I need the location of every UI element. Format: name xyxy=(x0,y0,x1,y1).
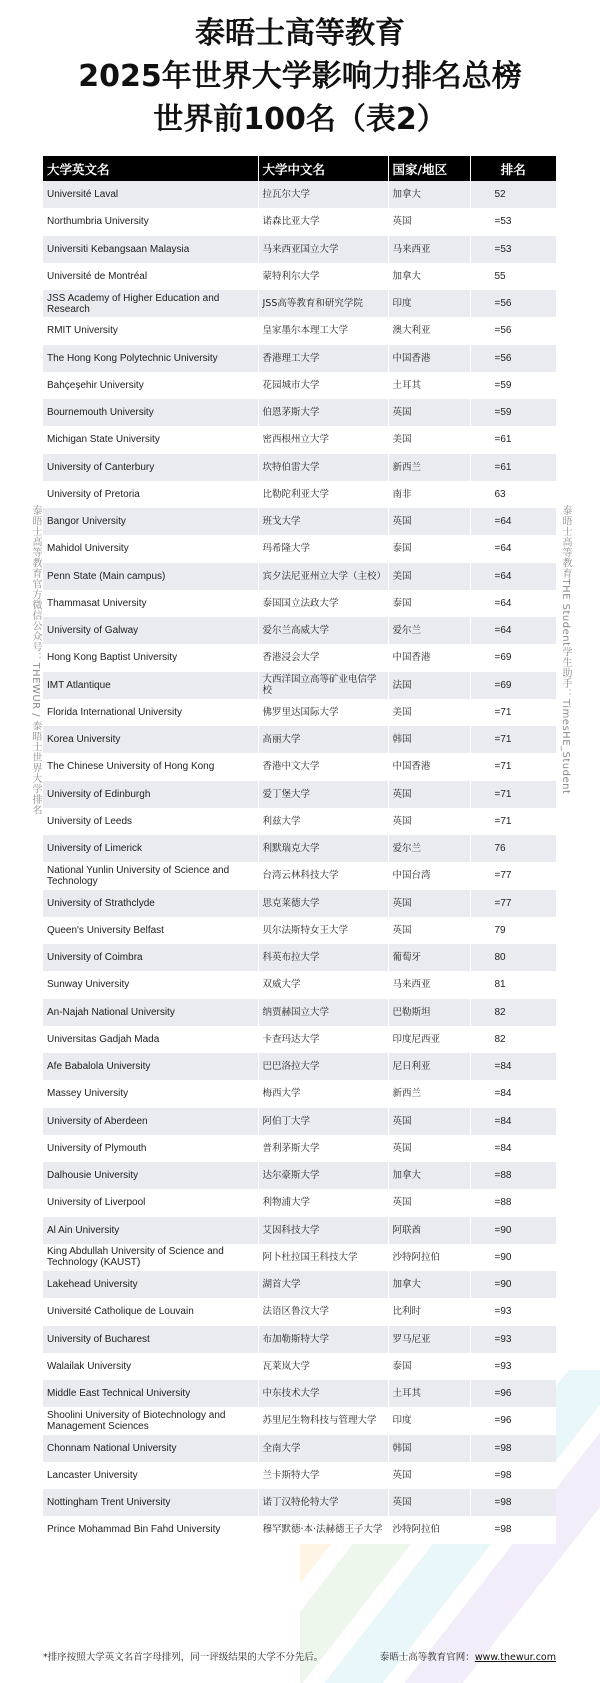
cell-rank: =84 xyxy=(470,1053,556,1080)
cell-country: 中国香港 xyxy=(388,644,470,671)
table-row xyxy=(43,481,556,508)
cell-english-name: Penn State (Main campus) xyxy=(43,563,258,590)
cell-country: 新西兰 xyxy=(388,454,470,481)
cell-rank: =84 xyxy=(470,1135,556,1162)
cell-rank: =64 xyxy=(470,535,556,562)
table-row xyxy=(43,1380,556,1407)
cell-chinese-name: 比勒陀利亚大学 xyxy=(258,481,388,508)
cell-chinese-name: 香港浸会大学 xyxy=(258,644,388,671)
cell-chinese-name: 玛希隆大学 xyxy=(258,535,388,562)
cell-rank: =90 xyxy=(470,1271,556,1298)
cell-rank: =77 xyxy=(470,862,556,889)
cell-country: 印度尼西亚 xyxy=(388,1026,470,1053)
cell-rank: =90 xyxy=(470,1217,556,1244)
header-rank: 排名 xyxy=(470,156,556,181)
cell-rank: =77 xyxy=(470,890,556,917)
cell-chinese-name: 科英布拉大学 xyxy=(258,944,388,971)
cell-chinese-name: 普利茅斯大学 xyxy=(258,1135,388,1162)
footer-site xyxy=(380,1649,556,1663)
cell-rank: =88 xyxy=(470,1189,556,1216)
cell-english-name: Walailak University xyxy=(43,1353,258,1380)
cell-english-name: Université Catholique de Louvain xyxy=(43,1298,258,1325)
cell-chinese-name: 湖首大学 xyxy=(258,1271,388,1298)
cell-country: 英国 xyxy=(388,808,470,835)
cell-rank: 79 xyxy=(470,917,556,944)
cell-country: 英国 xyxy=(388,781,470,808)
table-row xyxy=(43,1135,556,1162)
cell-chinese-name: 兰卡斯特大学 xyxy=(258,1462,388,1489)
cell-english-name: University of Canterbury xyxy=(43,454,258,481)
cell-country: 土耳其 xyxy=(388,1380,470,1407)
cell-country: 英国 xyxy=(388,208,470,235)
cell-english-name: University of Plymouth xyxy=(43,1135,258,1162)
cell-rank: =93 xyxy=(470,1353,556,1380)
cell-country: 英国 xyxy=(388,917,470,944)
cell-english-name: Massey University xyxy=(43,1080,258,1107)
cell-chinese-name: 卡查玛达大学 xyxy=(258,1026,388,1053)
cell-rank: =64 xyxy=(470,617,556,644)
cell-country: 美国 xyxy=(388,563,470,590)
cell-rank: =71 xyxy=(470,726,556,753)
cell-chinese-name: 双威大学 xyxy=(258,971,388,998)
cell-country: 泰国 xyxy=(388,535,470,562)
cell-rank: 81 xyxy=(470,971,556,998)
table-row xyxy=(43,672,556,699)
cell-rank: =56 xyxy=(470,290,556,317)
table-row xyxy=(43,890,556,917)
cell-country: 沙特阿拉伯 xyxy=(388,1516,470,1543)
table-row xyxy=(43,1462,556,1489)
cell-chinese-name: 皇家墨尔本理工大学 xyxy=(258,317,388,344)
cell-country: 韩国 xyxy=(388,726,470,753)
cell-chinese-name: 佛罗里达国际大学 xyxy=(258,699,388,726)
title-line-3: 世界前100名（表2） xyxy=(153,102,447,137)
cell-rank: =69 xyxy=(470,644,556,671)
cell-chinese-name: 全南大学 xyxy=(258,1435,388,1462)
table-row xyxy=(43,1516,556,1543)
cell-english-name: Nottingham Trent University xyxy=(43,1489,258,1516)
cell-rank: =64 xyxy=(470,563,556,590)
cell-chinese-name: 苏里尼生物科技与管理大学 xyxy=(258,1407,388,1434)
table-row xyxy=(43,971,556,998)
cell-rank: 63 xyxy=(470,481,556,508)
table-row xyxy=(43,263,556,290)
cell-english-name: Al Ain University xyxy=(43,1217,258,1244)
cell-english-name: University of Leeds xyxy=(43,808,258,835)
cell-country: 土耳其 xyxy=(388,372,470,399)
cell-chinese-name: 诺丁汉特伦特大学 xyxy=(258,1489,388,1516)
cell-chinese-name: 利物浦大学 xyxy=(258,1189,388,1216)
cell-country: 巴勒斯坦 xyxy=(388,999,470,1026)
table-row xyxy=(43,236,556,263)
table-row xyxy=(43,862,556,889)
cell-country: 韩国 xyxy=(388,1435,470,1462)
cell-country: 美国 xyxy=(388,699,470,726)
table-row xyxy=(43,208,556,235)
cell-country: 印度 xyxy=(388,290,470,317)
cell-english-name: Shoolini University of Biotechnology and Management Sciences xyxy=(43,1407,258,1434)
cell-english-name: An-Najah National University xyxy=(43,999,258,1026)
cell-rank: =56 xyxy=(470,345,556,372)
cell-rank: =64 xyxy=(470,590,556,617)
cell-country: 南非 xyxy=(388,481,470,508)
cell-rank: 80 xyxy=(470,944,556,971)
cell-country: 英国 xyxy=(388,1189,470,1216)
cell-english-name: University of Limerick xyxy=(43,835,258,862)
cell-english-name: University of Bucharest xyxy=(43,1326,258,1353)
cell-rank: =56 xyxy=(470,317,556,344)
cell-rank: =90 xyxy=(470,1244,556,1271)
table-row xyxy=(43,1489,556,1516)
cell-chinese-name: 伯恩茅斯大学 xyxy=(258,399,388,426)
cell-english-name: Korea University xyxy=(43,726,258,753)
cell-country: 泰国 xyxy=(388,590,470,617)
cell-chinese-name: 香港理工大学 xyxy=(258,345,388,372)
cell-rank: 52 xyxy=(470,181,556,208)
cell-country: 中国香港 xyxy=(388,753,470,780)
cell-country: 印度 xyxy=(388,1407,470,1434)
cell-english-name: King Abdullah University of Science and Technology (KAUST) xyxy=(43,1244,258,1271)
table-row xyxy=(43,1108,556,1135)
table-row xyxy=(43,644,556,671)
cell-english-name: The Hong Kong Polytechnic University xyxy=(43,345,258,372)
cell-english-name: Queen's University Belfast xyxy=(43,917,258,944)
cell-english-name: University of Strathclyde xyxy=(43,890,258,917)
table-row xyxy=(43,944,556,971)
table-row xyxy=(43,808,556,835)
table-row xyxy=(43,1162,556,1189)
cell-chinese-name: 中东技术大学 xyxy=(258,1380,388,1407)
cell-country: 中国香港 xyxy=(388,345,470,372)
cell-chinese-name: 纳贾赫国立大学 xyxy=(258,999,388,1026)
cell-english-name: Afe Babalola University xyxy=(43,1053,258,1080)
cell-english-name: Michigan State University xyxy=(43,426,258,453)
cell-chinese-name: 贝尔法斯特女王大学 xyxy=(258,917,388,944)
footer-note: *排序按照大学英文名首字母排列，同一评级结果的大学不分先后。 xyxy=(43,1652,324,1663)
cell-rank: =96 xyxy=(470,1380,556,1407)
cell-rank: =98 xyxy=(470,1516,556,1543)
cell-country: 爱尔兰 xyxy=(388,617,470,644)
cell-english-name: Prince Mohammad Bin Fahd University xyxy=(43,1516,258,1543)
cell-english-name: Dalhousie University xyxy=(43,1162,258,1189)
cell-country: 比利时 xyxy=(388,1298,470,1325)
table-row xyxy=(43,1435,556,1462)
cell-english-name: University of Galway xyxy=(43,617,258,644)
cell-english-name: University of Edinburgh xyxy=(43,781,258,808)
cell-rank: =59 xyxy=(470,372,556,399)
cell-chinese-name: 台湾云林科技大学 xyxy=(258,862,388,889)
cell-chinese-name: 巴巴洛拉大学 xyxy=(258,1053,388,1080)
table-row xyxy=(43,1326,556,1353)
table-row xyxy=(43,426,556,453)
cell-english-name: Universitas Gadjah Mada xyxy=(43,1026,258,1053)
cell-english-name: University of Aberdeen xyxy=(43,1108,258,1135)
cell-chinese-name: 香港中文大学 xyxy=(258,753,388,780)
cell-english-name: Thammasat University xyxy=(43,590,258,617)
cell-rank: =84 xyxy=(470,1080,556,1107)
cell-country: 阿联酋 xyxy=(388,1217,470,1244)
table-row xyxy=(43,454,556,481)
cell-rank: 76 xyxy=(470,835,556,862)
cell-english-name: Lancaster University xyxy=(43,1462,258,1489)
cell-chinese-name: 爱尔兰高威大学 xyxy=(258,617,388,644)
cell-country: 中国台湾 xyxy=(388,862,470,889)
ranking-table xyxy=(43,156,556,1544)
cell-english-name: Lakehead University xyxy=(43,1271,258,1298)
cell-rank: =53 xyxy=(470,236,556,263)
cell-country: 马来西亚 xyxy=(388,971,470,998)
table-row xyxy=(43,399,556,426)
cell-english-name: The Chinese University of Hong Kong xyxy=(43,753,258,780)
table-row xyxy=(43,917,556,944)
cell-country: 英国 xyxy=(388,1462,470,1489)
cell-country: 尼日利亚 xyxy=(388,1053,470,1080)
table-row xyxy=(43,508,556,535)
cell-country: 马来西亚 xyxy=(388,236,470,263)
cell-chinese-name: 艾因科技大学 xyxy=(258,1217,388,1244)
cell-country: 加拿大 xyxy=(388,263,470,290)
cell-chinese-name: 阿卜杜拉国王科技大学 xyxy=(258,1244,388,1271)
header-chinese-name: 大学中文名 xyxy=(258,156,388,181)
cell-rank: =64 xyxy=(470,508,556,535)
table-row xyxy=(43,699,556,726)
cell-chinese-name: 密西根州立大学 xyxy=(258,426,388,453)
table-row xyxy=(43,563,556,590)
cell-chinese-name: 布加勒斯特大学 xyxy=(258,1326,388,1353)
cell-chinese-name: 花园城市大学 xyxy=(258,372,388,399)
cell-rank: =98 xyxy=(470,1435,556,1462)
cell-chinese-name: 瓦莱岚大学 xyxy=(258,1353,388,1380)
cell-chinese-name: 梅西大学 xyxy=(258,1080,388,1107)
cell-rank: =88 xyxy=(470,1162,556,1189)
table-row xyxy=(43,345,556,372)
footer-site-label: 泰晤士高等教育官网： xyxy=(379,1652,475,1663)
cell-chinese-name: 宾夕法尼亚州立大学（主校） xyxy=(258,563,388,590)
table-row xyxy=(43,290,556,317)
cell-country: 葡萄牙 xyxy=(388,944,470,971)
cell-country: 英国 xyxy=(388,399,470,426)
side-caption-left: 泰晤士高等教育官方微信公众号：THEWUR / 泰晤士世界大学排名 xyxy=(30,505,41,816)
title-line-1: 泰晤士高等教育 xyxy=(195,16,405,51)
table-row xyxy=(43,1217,556,1244)
side-caption-right: 泰晤士高等教育THE Student学生助手：TimesHE_Student xyxy=(560,505,571,795)
table-row xyxy=(43,1353,556,1380)
cell-rank: =53 xyxy=(470,208,556,235)
cell-rank: =71 xyxy=(470,699,556,726)
cell-country: 澳大利亚 xyxy=(388,317,470,344)
cell-chinese-name: 爱丁堡大学 xyxy=(258,781,388,808)
table-row xyxy=(43,835,556,862)
cell-english-name: University of Pretoria xyxy=(43,481,258,508)
table-row xyxy=(43,1271,556,1298)
cell-english-name: Mahidol University xyxy=(43,535,258,562)
cell-chinese-name: 马来西亚国立大学 xyxy=(258,236,388,263)
cell-chinese-name: JSS高等教育和研究学院 xyxy=(258,290,388,317)
cell-country: 加拿大 xyxy=(388,181,470,208)
cell-english-name: Bangor University xyxy=(43,508,258,535)
table-row xyxy=(43,1244,556,1271)
cell-rank: =71 xyxy=(470,781,556,808)
table-row xyxy=(43,181,556,208)
cell-country: 爱尔兰 xyxy=(388,835,470,862)
cell-rank: =69 xyxy=(470,672,556,699)
cell-english-name: University of Coimbra xyxy=(43,944,258,971)
cell-country: 英国 xyxy=(388,1108,470,1135)
cell-rank: =98 xyxy=(470,1489,556,1516)
cell-country: 英国 xyxy=(388,1489,470,1516)
cell-country: 沙特阿拉伯 xyxy=(388,1244,470,1271)
cell-rank: =59 xyxy=(470,399,556,426)
cell-rank: =84 xyxy=(470,1108,556,1135)
cell-rank: =61 xyxy=(470,454,556,481)
page-title xyxy=(0,12,600,141)
cell-rank: =71 xyxy=(470,808,556,835)
cell-chinese-name: 大西洋国立高等矿业电信学校 xyxy=(258,672,388,699)
cell-chinese-name: 思克莱德大学 xyxy=(258,890,388,917)
cell-chinese-name: 蒙特利尔大学 xyxy=(258,263,388,290)
cell-rank: =96 xyxy=(470,1407,556,1434)
cell-country: 英国 xyxy=(388,1135,470,1162)
cell-country: 泰国 xyxy=(388,1353,470,1380)
table-header-row xyxy=(43,156,556,181)
table-row xyxy=(43,726,556,753)
cell-english-name: Florida International University xyxy=(43,699,258,726)
table-row xyxy=(43,1189,556,1216)
cell-country: 英国 xyxy=(388,508,470,535)
table-row xyxy=(43,999,556,1026)
table-row xyxy=(43,1053,556,1080)
cell-chinese-name: 坎特伯雷大学 xyxy=(258,454,388,481)
table-row xyxy=(43,781,556,808)
cell-chinese-name: 达尔豪斯大学 xyxy=(258,1162,388,1189)
cell-country: 加拿大 xyxy=(388,1162,470,1189)
cell-country: 法国 xyxy=(388,672,470,699)
cell-english-name: Hong Kong Baptist University xyxy=(43,644,258,671)
cell-english-name: Bournemouth University xyxy=(43,399,258,426)
cell-chinese-name: 拉瓦尔大学 xyxy=(258,181,388,208)
cell-chinese-name: 穆罕默德·本·法赫德王子大学 xyxy=(258,1516,388,1543)
footer-site-link[interactable]: www.thewur.com xyxy=(474,1652,556,1663)
cell-rank: =93 xyxy=(470,1298,556,1325)
cell-rank: 82 xyxy=(470,999,556,1026)
cell-english-name: National Yunlin University of Science and Technology xyxy=(43,862,258,889)
header-english-name: 大学英文名 xyxy=(43,156,258,181)
cell-rank: =93 xyxy=(470,1326,556,1353)
cell-rank: 82 xyxy=(470,1026,556,1053)
cell-english-name: Chonnam National University xyxy=(43,1435,258,1462)
cell-country: 美国 xyxy=(388,426,470,453)
cell-chinese-name: 诺森比亚大学 xyxy=(258,208,388,235)
cell-country: 罗马尼亚 xyxy=(388,1326,470,1353)
cell-country: 加拿大 xyxy=(388,1271,470,1298)
header-country: 国家/地区 xyxy=(388,156,470,181)
cell-english-name: Université de Montréal xyxy=(43,263,258,290)
cell-chinese-name: 班戈大学 xyxy=(258,508,388,535)
cell-english-name: RMIT University xyxy=(43,317,258,344)
table-row xyxy=(43,1080,556,1107)
cell-english-name: Northumbria University xyxy=(43,208,258,235)
cell-rank: =71 xyxy=(470,753,556,780)
cell-chinese-name: 法语区鲁汶大学 xyxy=(258,1298,388,1325)
title-line-2: 2025年世界大学影响力排名总榜 xyxy=(78,59,522,94)
table-row xyxy=(43,617,556,644)
cell-english-name: IMT Atlantique xyxy=(43,672,258,699)
cell-english-name: Middle East Technical University xyxy=(43,1380,258,1407)
table-row xyxy=(43,372,556,399)
cell-english-name: University of Liverpool xyxy=(43,1189,258,1216)
cell-chinese-name: 利默瑞克大学 xyxy=(258,835,388,862)
cell-chinese-name: 泰国国立法政大学 xyxy=(258,590,388,617)
cell-rank: =98 xyxy=(470,1462,556,1489)
cell-english-name: Bahçeşehir University xyxy=(43,372,258,399)
table-row xyxy=(43,1026,556,1053)
cell-rank: =61 xyxy=(470,426,556,453)
table-row xyxy=(43,535,556,562)
cell-chinese-name: 阿伯丁大学 xyxy=(258,1108,388,1135)
table-row xyxy=(43,1298,556,1325)
table-row xyxy=(43,753,556,780)
table-row xyxy=(43,317,556,344)
cell-english-name: Universiti Kebangsaan Malaysia xyxy=(43,236,258,263)
cell-chinese-name: 高丽大学 xyxy=(258,726,388,753)
table-row xyxy=(43,1407,556,1434)
cell-english-name: JSS Academy of Higher Education and Research xyxy=(43,290,258,317)
cell-rank: 55 xyxy=(470,263,556,290)
table-row xyxy=(43,590,556,617)
cell-country: 英国 xyxy=(388,890,470,917)
cell-chinese-name: 利兹大学 xyxy=(258,808,388,835)
cell-english-name: Sunway University xyxy=(43,971,258,998)
cell-english-name: Université Laval xyxy=(43,181,258,208)
cell-country: 新西兰 xyxy=(388,1080,470,1107)
